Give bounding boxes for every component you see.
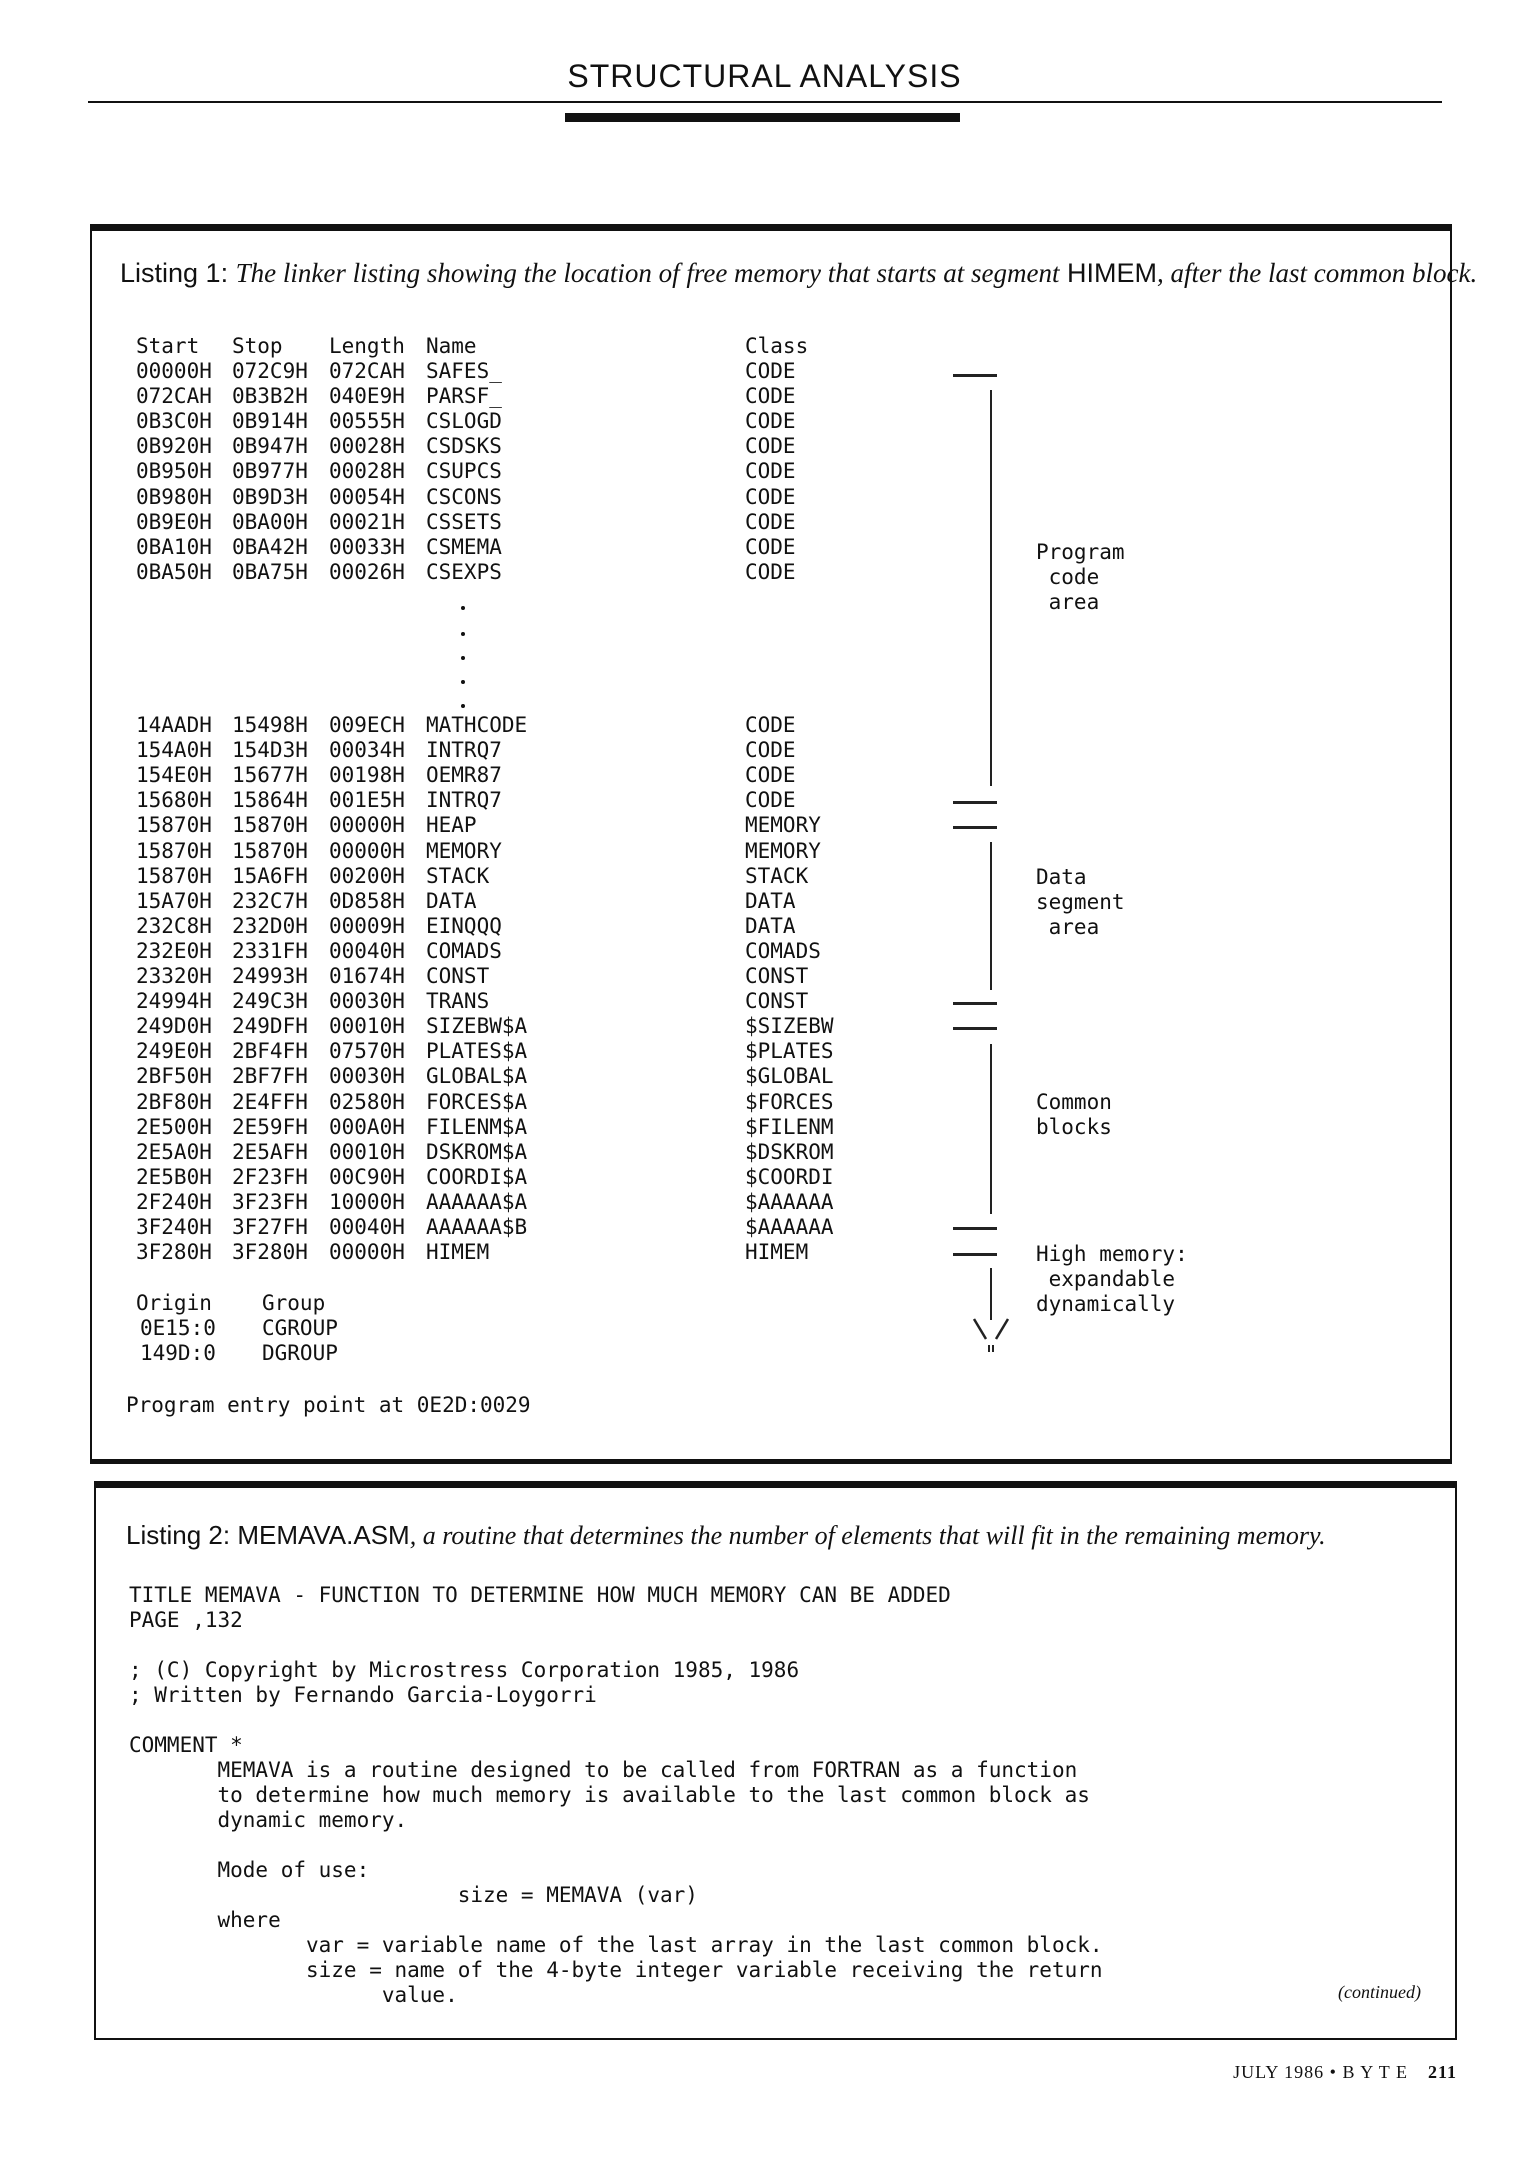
- code-line: PAGE ,132: [129, 1608, 243, 1632]
- table-cell: 3F240H: [136, 1215, 212, 1239]
- table-cell: 2E5AFH: [232, 1139, 308, 1164]
- table-row: [0, 738, 1529, 763]
- table-cell: 15A6FH: [232, 863, 308, 888]
- table-cell: 0B9E0H: [136, 509, 212, 534]
- table-cell: CODE: [745, 788, 796, 813]
- table-row: [0, 839, 1529, 864]
- footer-issue: JULY 1986 • B Y T E: [1233, 2062, 1408, 2082]
- ellipsis-dot: [461, 606, 465, 610]
- table-cell: CODE: [745, 459, 796, 484]
- table-header-row: [0, 334, 1529, 359]
- group-row: 149D:0 DGROUP: [140, 1341, 338, 1365]
- table-cell: 2E500H: [136, 1114, 212, 1139]
- table-cell: TRANS: [426, 989, 490, 1014]
- group-header-row: Origin Group: [136, 1291, 326, 1315]
- table-cell: PARSF_: [426, 384, 502, 409]
- table-cell: 24993H: [232, 964, 308, 988]
- table-row: [0, 989, 1529, 1014]
- table-cell: 249DFH: [232, 1014, 308, 1039]
- table-row: [0, 359, 1529, 384]
- table-cell: 3F280H: [136, 1240, 212, 1265]
- bracket-dash: [953, 1227, 997, 1230]
- code-line: MEMAVA is a routine designed to be called from FORTRAN as a function: [129, 1758, 1078, 1782]
- table-cell: 00030H: [329, 989, 405, 1014]
- code-line: where: [129, 1908, 281, 1932]
- table-cell: CODE: [745, 509, 796, 534]
- code-line: to determine how much memory is available to the last common block as: [129, 1783, 1090, 1807]
- table-cell: CSEXPS: [426, 559, 502, 584]
- table-cell: 01674H: [329, 964, 405, 988]
- table-cell: HEAP: [426, 813, 477, 838]
- table-cell: CONST: [745, 989, 809, 1014]
- table-cell: $AAAAAA: [745, 1189, 834, 1214]
- table-cell: 232E0H: [136, 938, 212, 963]
- table-row: [0, 535, 1529, 560]
- table-cell: 00028H: [329, 459, 405, 484]
- ellipsis-dot: [461, 632, 465, 636]
- table-cell: CSSETS: [426, 509, 502, 534]
- table-cell: $AAAAAA: [745, 1215, 834, 1239]
- annotation-program-code: Program code area: [1036, 540, 1125, 614]
- table-row: [0, 964, 1529, 989]
- table-cell: HIMEM: [426, 1240, 490, 1265]
- bracket-dash: [953, 374, 997, 377]
- table-cell: CSUPCS: [426, 459, 502, 484]
- table-cell: 07570H: [329, 1039, 405, 1064]
- table-cell: 00010H: [329, 1014, 405, 1039]
- table-row: [0, 434, 1529, 459]
- table-cell: 00000H: [329, 838, 405, 863]
- table-cell: COORDI$A: [426, 1164, 528, 1189]
- table-cell: OEMR87: [426, 763, 502, 788]
- table-cell: 00040H: [329, 938, 405, 963]
- code-line: var = variable name of the last array in the last common block.: [129, 1933, 1103, 1957]
- table-cell: 00030H: [329, 1064, 405, 1089]
- table-cell: 072CAH: [329, 359, 405, 383]
- table-row: [0, 864, 1529, 889]
- table-cell: 0B3B2H: [232, 384, 308, 409]
- table-cell: 15870H: [136, 813, 212, 838]
- table-row: [0, 459, 1529, 484]
- table-row: [0, 763, 1529, 788]
- bracket-dash: [953, 826, 997, 829]
- table-cell: DATA: [426, 888, 477, 913]
- table-row: [0, 939, 1529, 964]
- table-cell: 00033H: [329, 534, 405, 559]
- table-cell: 0B947H: [232, 434, 308, 459]
- table-cell: 0BA75H: [232, 559, 308, 584]
- table-cell: 072CAH: [136, 384, 212, 409]
- continued-note: (continued): [1338, 1982, 1421, 2002]
- table-cell: EINQQQ: [426, 913, 502, 938]
- table-cell: HIMEM: [745, 1240, 809, 1265]
- table-cell: CSLOGD: [426, 409, 502, 434]
- table-cell: PLATES$A: [426, 1039, 528, 1064]
- common-blocks-bracket: [990, 1044, 992, 1214]
- table-row: [0, 1165, 1529, 1190]
- table-cell: CODE: [745, 409, 796, 434]
- table-row: [0, 1090, 1529, 1115]
- table-cell: 2F23FH: [232, 1164, 308, 1189]
- table-cell: 2BF7FH: [232, 1064, 308, 1089]
- table-row: [0, 914, 1529, 939]
- table-cell: 00555H: [329, 409, 405, 434]
- table-row: [0, 409, 1529, 434]
- code-line: ; (C) Copyright by Microstress Corporation 1985, 1986: [129, 1658, 800, 1682]
- table-cell: 2BF50H: [136, 1064, 212, 1089]
- table-cell: 154D3H: [232, 738, 308, 763]
- table-cell: $FILENM: [745, 1114, 834, 1139]
- table-cell: COMADS: [745, 938, 821, 963]
- table-row: [0, 384, 1529, 409]
- table-cell: SAFES_: [426, 359, 502, 383]
- table-cell: CODE: [745, 559, 796, 584]
- table-cell: $FORCES: [745, 1089, 834, 1114]
- table-cell: 00198H: [329, 763, 405, 788]
- table-cell: 232D0H: [232, 913, 308, 938]
- table-cell: 00000H: [136, 359, 212, 383]
- code-line: TITLE MEMAVA - FUNCTION TO DETERMINE HOW MUCH MEMORY CAN BE ADDED: [129, 1583, 951, 1607]
- listing-1-caption: Listing 1: The linker listing showing the location of free memory that starts at segment HIMEM, after the last common block.: [120, 258, 1478, 288]
- column-header-length: Length: [329, 334, 405, 358]
- table-cell: MEMORY: [426, 838, 502, 863]
- table-cell: 0B3C0H: [136, 409, 212, 434]
- table-cell: 00034H: [329, 738, 405, 763]
- table-cell: 00026H: [329, 559, 405, 584]
- table-cell: 15A70H: [136, 888, 212, 913]
- table-cell: 2E59FH: [232, 1114, 308, 1139]
- table-cell: 00009H: [329, 913, 405, 938]
- table-cell: CSCONS: [426, 484, 502, 509]
- table-row: [0, 1064, 1529, 1089]
- table-row: [0, 1190, 1529, 1215]
- table-row: [0, 713, 1529, 738]
- table-cell: $PLATES: [745, 1039, 834, 1064]
- bracket-dash: [953, 801, 997, 804]
- table-cell: CODE: [745, 384, 796, 409]
- table-cell: 0B920H: [136, 434, 212, 459]
- table-cell: 0B977H: [232, 459, 308, 484]
- table-cell: 3F23FH: [232, 1189, 308, 1214]
- code-line: dynamic memory.: [129, 1808, 408, 1832]
- table-cell: CODE: [745, 713, 796, 737]
- table-cell: 15680H: [136, 788, 212, 813]
- table-row: [0, 1039, 1529, 1064]
- table-cell: $DSKROM: [745, 1139, 834, 1164]
- table-cell: $SIZEBW: [745, 1014, 834, 1039]
- table-cell: 2E5A0H: [136, 1139, 212, 1164]
- table-row: [0, 1140, 1529, 1165]
- table-cell: 0B914H: [232, 409, 308, 434]
- table-cell: FILENM$A: [426, 1114, 528, 1139]
- table-row: [0, 485, 1529, 510]
- code-line: COMMENT *: [129, 1733, 243, 1757]
- table-cell: AAAAAA$B: [426, 1215, 528, 1239]
- table-cell: MATHCODE: [426, 713, 528, 737]
- table-cell: 232C8H: [136, 913, 212, 938]
- bracket-dash: [953, 1002, 997, 1005]
- page-number: 211: [1427, 2062, 1457, 2082]
- table-cell: 23320H: [136, 964, 212, 988]
- table-cell: 10000H: [329, 1189, 405, 1214]
- table-cell: CSDSKS: [426, 434, 502, 459]
- bracket-dash: [953, 1253, 997, 1256]
- table-cell: 15870H: [136, 838, 212, 863]
- header-bar: [565, 113, 960, 122]
- table-cell: 15870H: [136, 863, 212, 888]
- table-cell: 2E5B0H: [136, 1164, 212, 1189]
- table-cell: 15870H: [232, 838, 308, 863]
- table-cell: 00010H: [329, 1139, 405, 1164]
- table-cell: 15677H: [232, 763, 308, 788]
- ellipsis-dot: [461, 656, 465, 660]
- table-cell: SIZEBW$A: [426, 1014, 528, 1039]
- group-row: 0E15:0 CGROUP: [140, 1316, 338, 1340]
- table-cell: 0B9D3H: [232, 484, 308, 509]
- table-cell: 00021H: [329, 509, 405, 534]
- table-cell: 249D0H: [136, 1014, 212, 1039]
- table-cell: CONST: [426, 964, 490, 988]
- table-cell: CODE: [745, 434, 796, 459]
- table-cell: 2BF4FH: [232, 1039, 308, 1064]
- code-line: value.: [129, 1983, 458, 2007]
- table-cell: 0B980H: [136, 484, 212, 509]
- table-row: [0, 889, 1529, 914]
- annotation-common-blocks: Common blocks: [1036, 1090, 1112, 1139]
- table-cell: AAAAAA$A: [426, 1189, 528, 1214]
- table-cell: MEMORY: [745, 838, 821, 863]
- table-cell: 0BA00H: [232, 509, 308, 534]
- table-cell: DATA: [745, 913, 796, 938]
- table-cell: 2E4FFH: [232, 1089, 308, 1114]
- ellipsis-dot: [461, 704, 465, 708]
- table-cell: MEMORY: [745, 813, 821, 838]
- table-cell: 00028H: [329, 434, 405, 459]
- table-cell: CODE: [745, 738, 796, 763]
- table-cell: 15864H: [232, 788, 308, 813]
- table-row: [0, 1215, 1529, 1240]
- header-rule: [88, 101, 1442, 103]
- table-cell: 0BA42H: [232, 534, 308, 559]
- table-cell: 2331FH: [232, 938, 308, 963]
- column-header-class: Class: [745, 334, 809, 358]
- entry-point-line: Program entry point at 0E2D:0029: [126, 1393, 531, 1417]
- bracket-dash: [953, 1027, 997, 1030]
- table-cell: DSKROM$A: [426, 1139, 528, 1164]
- table-cell: 02580H: [329, 1089, 405, 1114]
- table-cell: 0BA10H: [136, 534, 212, 559]
- table-cell: 3F27FH: [232, 1215, 308, 1239]
- table-cell: INTRQ7: [426, 788, 502, 813]
- listing-2-caption: Listing 2: MEMAVA.ASM, a routine that determines the number of elements that will fit in the remaining memory.: [126, 1520, 1326, 1550]
- table-cell: CODE: [745, 484, 796, 509]
- table-cell: 249C3H: [232, 989, 308, 1014]
- table-cell: 00200H: [329, 863, 405, 888]
- table-cell: 14AADH: [136, 713, 212, 737]
- table-cell: CSMEMA: [426, 534, 502, 559]
- table-cell: 001E5H: [329, 788, 405, 813]
- table-cell: 0D858H: [329, 888, 405, 913]
- code-line: ; Written by Fernando Garcia-Loygorri: [129, 1683, 597, 1707]
- program-code-bracket: [990, 390, 992, 786]
- code-line: Mode of use:: [129, 1858, 370, 1882]
- table-cell: 00054H: [329, 484, 405, 509]
- table-row: [0, 813, 1529, 838]
- table-cell: 15498H: [232, 713, 308, 737]
- table-cell: 072C9H: [232, 359, 308, 383]
- table-cell: 2F240H: [136, 1189, 212, 1214]
- table-row: [0, 510, 1529, 535]
- table-cell: STACK: [745, 863, 809, 888]
- annotation-data-segment: Data segment area: [1036, 865, 1125, 939]
- column-header-name: Name: [426, 334, 477, 358]
- table-cell: 249E0H: [136, 1039, 212, 1064]
- table-cell: 00040H: [329, 1215, 405, 1239]
- table-cell: CODE: [745, 534, 796, 559]
- table-cell: 154E0H: [136, 763, 212, 788]
- table-cell: COMADS: [426, 938, 502, 963]
- table-cell: DATA: [745, 888, 796, 913]
- table-cell: 040E9H: [329, 384, 405, 409]
- table-cell: GLOBAL$A: [426, 1064, 528, 1089]
- table-cell: CONST: [745, 964, 809, 988]
- running-header: STRUCTURAL ANALYSIS: [567, 58, 962, 94]
- table-row: [0, 560, 1529, 585]
- column-header-start: Start: [136, 334, 200, 358]
- table-cell: 0BA50H: [136, 559, 212, 584]
- ellipsis-dot: [461, 680, 465, 684]
- table-cell: 0B950H: [136, 459, 212, 484]
- table-row: [0, 788, 1529, 813]
- table-cell: 000A0H: [329, 1114, 405, 1139]
- data-segment-bracket: [990, 842, 992, 990]
- table-cell: CODE: [745, 763, 796, 788]
- table-cell: $GLOBAL: [745, 1064, 834, 1089]
- annotation-high-memory: High memory: expandable dynamically: [1036, 1242, 1188, 1316]
- table-cell: 00C90H: [329, 1164, 405, 1189]
- table-cell: 232C7H: [232, 888, 308, 913]
- table-cell: STACK: [426, 863, 490, 888]
- column-header-stop: Stop: [232, 334, 283, 358]
- table-cell: 009ECH: [329, 713, 405, 737]
- table-cell: $COORDI: [745, 1164, 834, 1189]
- table-cell: 2BF80H: [136, 1089, 212, 1114]
- table-row: [0, 1240, 1529, 1265]
- table-cell: 00000H: [329, 1240, 405, 1265]
- table-cell: 00000H: [329, 813, 405, 838]
- table-row: [0, 1115, 1529, 1140]
- table-cell: 3F280H: [232, 1240, 308, 1265]
- table-row: [0, 1014, 1529, 1039]
- table-cell: 24994H: [136, 989, 212, 1014]
- table-cell: 154A0H: [136, 738, 212, 763]
- code-line: size = name of the 4-byte integer variable receiving the return: [129, 1958, 1103, 1982]
- table-cell: FORCES$A: [426, 1089, 528, 1114]
- table-cell: 15870H: [232, 813, 308, 838]
- table-cell: INTRQ7: [426, 738, 502, 763]
- code-line: size = MEMAVA (var): [129, 1883, 698, 1907]
- page-footer: [1233, 2062, 1457, 2083]
- table-cell: CODE: [745, 359, 796, 383]
